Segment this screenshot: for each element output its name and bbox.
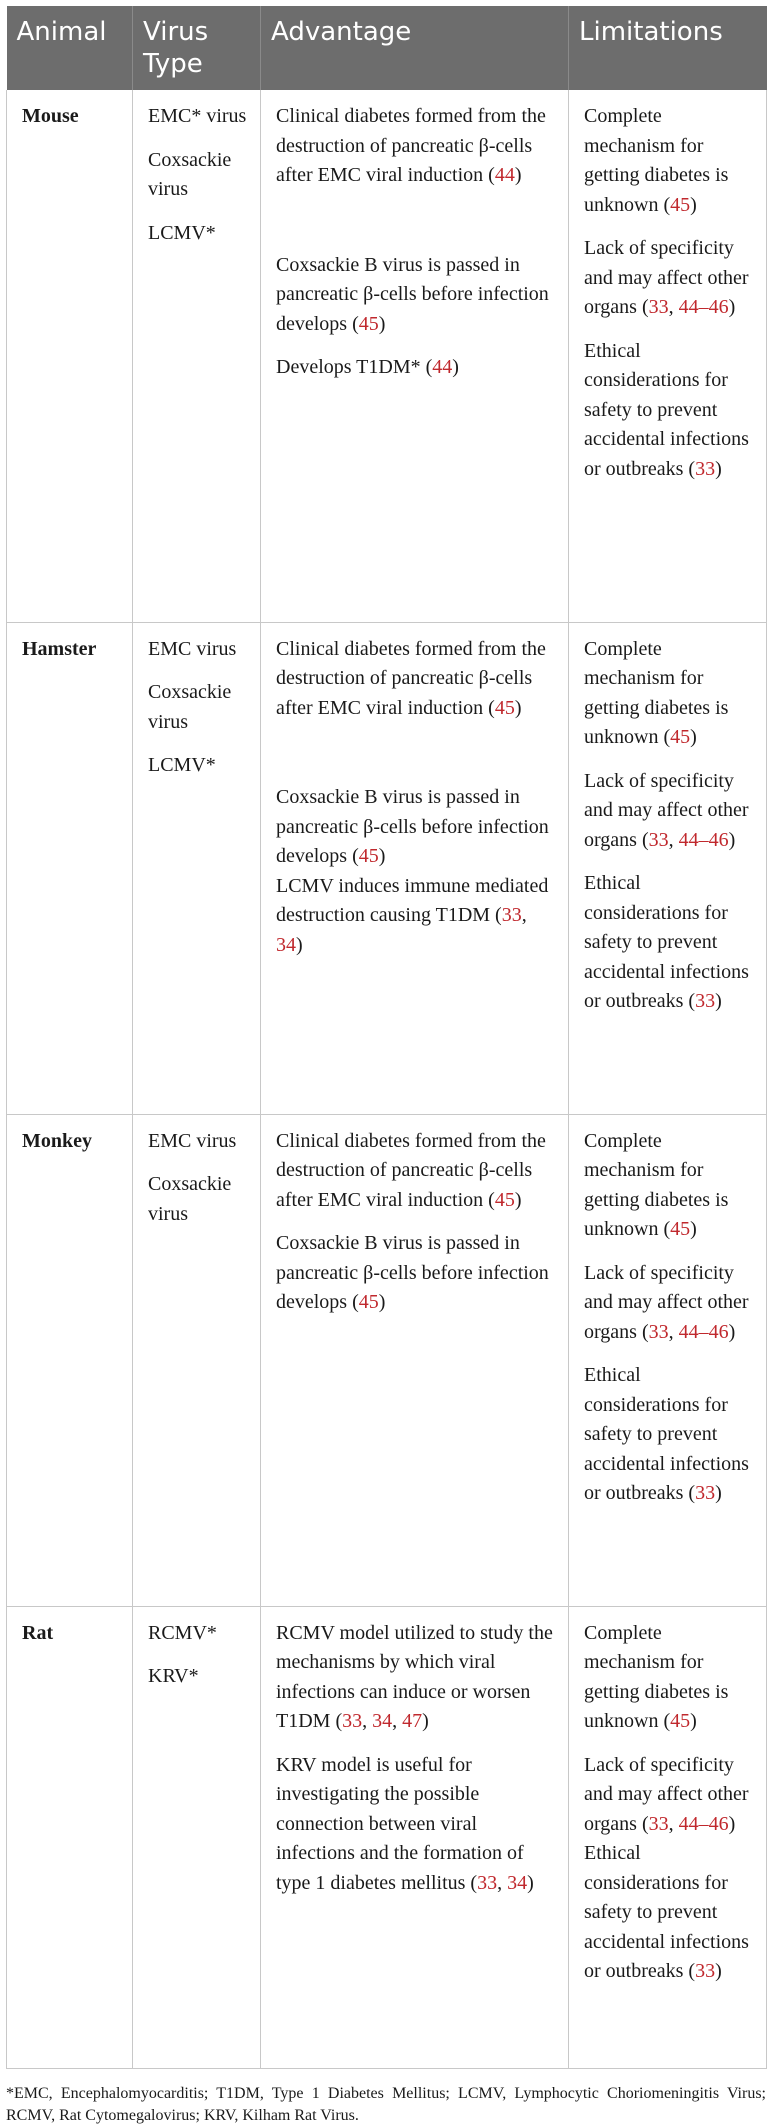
virus-type-cell xyxy=(133,1606,261,2068)
paragraph-text: , xyxy=(668,1320,679,1343)
header-limitations: Limitations xyxy=(569,6,767,90)
reference-link[interactable]: 44 xyxy=(494,164,515,186)
paragraph-text: Coxsackie B virus is passed in pancreatic β-cells before infection develops ( xyxy=(276,786,549,867)
table-row xyxy=(7,90,767,622)
reference-link[interactable]: 33 xyxy=(342,1710,363,1732)
reference-link[interactable]: 33 xyxy=(648,1320,669,1343)
paragraph-text: ) xyxy=(728,1320,736,1343)
paragraph-text: Ethical considerations for safety to prevent accidental infections or outbreaks ( xyxy=(584,339,749,480)
paragraph-text: ) xyxy=(527,1871,534,1894)
paragraph-text: ) xyxy=(715,1960,722,1982)
animal-cell: Monkey xyxy=(7,1114,133,1606)
paragraph-text: ) xyxy=(378,312,386,335)
paragraph-text: ) xyxy=(296,933,303,956)
paragraph-text: ) xyxy=(690,726,697,748)
reference-link[interactable]: 33 xyxy=(648,828,669,851)
paragraph-text: , xyxy=(668,1812,679,1835)
reference-link[interactable]: 34 xyxy=(372,1710,393,1732)
virus-type-entry: LCMV* xyxy=(148,754,216,776)
reference-link[interactable]: 44–46 xyxy=(678,1812,729,1835)
reference-link[interactable]: 44–46 xyxy=(678,1320,729,1343)
header-advantage: Advantage xyxy=(261,6,569,90)
paragraph-text: Complete mechanism for getting diabetes is unknown ( xyxy=(584,1621,729,1732)
virus-type-entry: EMC* virus xyxy=(148,105,247,127)
paragraph-text: RCMV model utilized to study the mechanisms by which viral infections can induce or worsen T1DM ( xyxy=(276,1621,553,1732)
paragraph-text: Ethical considerations for safety to prevent accidental infections or outbreaks ( xyxy=(584,1842,749,1982)
limitations-paragraph xyxy=(584,1127,756,1245)
table-container xyxy=(6,6,766,2069)
paragraph-text: Lack of specificity and may affect other organs ( xyxy=(584,237,749,318)
limitations-cell xyxy=(569,90,767,622)
advantage-paragraph xyxy=(276,1229,558,1318)
paragraph-text: Clinical diabetes formed from the destruction of pancreatic β-cells after EMC viral induction ( xyxy=(276,637,546,719)
animal-cell: Mouse xyxy=(7,90,133,622)
paragraph-text: ) xyxy=(378,1291,386,1313)
paragraph-text: ) xyxy=(422,1710,429,1732)
paragraph-text: ) xyxy=(514,1188,522,1211)
advantage-paragraph xyxy=(276,635,558,724)
limitations-paragraph xyxy=(584,234,756,323)
paragraph-text: , xyxy=(362,1710,373,1732)
reference-link[interactable]: 44–46 xyxy=(678,296,729,318)
paragraph-text: ) xyxy=(715,990,722,1012)
paragraph-text: LCMV induces immune mediated destruction causing T1DM ( xyxy=(276,874,549,926)
limitations-paragraph xyxy=(584,102,756,220)
paragraph-text: Clinical diabetes formed from the destruction of pancreatic β-cells after EMC viral induction ( xyxy=(276,1129,546,1211)
virus-type-entry: LCMV* xyxy=(148,221,216,244)
virus-type-entry: EMC virus xyxy=(148,1129,237,1152)
limitations-paragraph xyxy=(584,767,756,856)
limitations-cell xyxy=(569,1606,767,2068)
paragraph-text: , xyxy=(521,904,527,926)
limitations-paragraph xyxy=(584,869,756,1017)
paragraph-text: , xyxy=(497,1871,508,1894)
reference-link[interactable]: 44 xyxy=(432,356,453,378)
paragraph-text: Coxsackie B virus is passed in pancreatic β-cells before infection develops ( xyxy=(276,1232,549,1313)
table-row xyxy=(7,1114,767,1606)
paragraph-text: Lack of specificity and may affect other organs ( xyxy=(584,1261,749,1343)
reference-link[interactable]: 44–46 xyxy=(678,828,729,851)
advantage-paragraph xyxy=(276,102,558,191)
reference-link[interactable]: 34 xyxy=(276,933,296,956)
reference-link[interactable]: 33 xyxy=(648,1812,669,1835)
reference-link[interactable]: 33 xyxy=(695,1482,716,1504)
paragraph-text: ) xyxy=(690,1218,697,1240)
reference-link[interactable]: 33 xyxy=(695,990,716,1012)
paragraph-text: ) xyxy=(514,696,522,719)
advantage-paragraph xyxy=(276,1751,558,1899)
virus-type-cell xyxy=(133,622,261,1114)
virus-type-entry: EMC virus xyxy=(148,637,237,660)
paragraph-text: ) xyxy=(514,164,522,186)
reference-link[interactable]: 45 xyxy=(358,845,379,867)
paragraph-text: Complete mechanism for getting diabetes is unknown ( xyxy=(584,1129,729,1240)
table-footnote: *EMC, Encephalomyocarditis; T1DM, Type 1 Diabetes Mellitus; LCMV, Lymphocytic Choriomeningitis Virus; RCMV, Rat Cytomegalovirus; KRV, Kilham Rat Virus. xyxy=(6,2085,766,2124)
paragraph-text: Complete mechanism for getting diabetes is unknown ( xyxy=(584,105,729,216)
paragraph-text: ) xyxy=(728,828,736,851)
limitations-paragraph xyxy=(584,635,756,753)
paragraph-text: Coxsackie B virus is passed in pancreatic β-cells before infection develops ( xyxy=(276,253,549,335)
paragraph-text: , xyxy=(668,296,679,318)
virus-type-cell xyxy=(133,1114,261,1606)
reference-link[interactable]: 45 xyxy=(494,696,515,719)
virus-type-cell xyxy=(133,90,261,622)
paragraph-text: Lack of specificity and may affect other organs ( xyxy=(584,1753,749,1835)
limitations-paragraph xyxy=(584,1839,756,1987)
table-row xyxy=(7,1606,767,2068)
limitations-paragraph xyxy=(584,1259,756,1348)
paragraph-text: KRV model is useful for investigating the possible connection between viral infections and the formation of type 1 diabetes mellitus ( xyxy=(276,1753,524,1894)
header-virus-type: Virus Type xyxy=(133,6,261,90)
reference-link[interactable]: 34 xyxy=(507,1871,528,1894)
reference-link[interactable]: 45 xyxy=(358,1291,379,1313)
paragraph-text: ) xyxy=(728,296,736,318)
virus-type-entry: Coxsackie virus xyxy=(148,148,232,200)
limitations-paragraph xyxy=(584,1751,756,1840)
advantage-cell xyxy=(261,1114,569,1606)
advantage-cell xyxy=(261,622,569,1114)
paragraph-text: ) xyxy=(690,193,697,216)
paragraph-text: Ethical considerations for safety to prevent accidental infections or outbreaks ( xyxy=(584,872,749,1012)
reference-link[interactable]: 45 xyxy=(358,312,379,335)
paragraph-text: Clinical diabetes formed from the destruction of pancreatic β-cells after EMC viral induction ( xyxy=(276,105,546,186)
virus-type-entry: RCMV* xyxy=(148,1621,217,1644)
table-body xyxy=(7,90,767,2068)
reference-link[interactable]: 45 xyxy=(494,1188,515,1211)
advantage-paragraph xyxy=(276,1619,558,1737)
limitations-cell xyxy=(569,1114,767,1606)
reference-link[interactable]: 47 xyxy=(402,1710,423,1732)
virus-type-entry: Coxsackie virus xyxy=(148,681,232,733)
reference-link[interactable]: 45 xyxy=(670,1218,691,1240)
paragraph-text: Lack of specificity and may affect other organs ( xyxy=(584,769,749,851)
virus-type-entry: KRV* xyxy=(148,1665,199,1687)
animal-cell: Hamster xyxy=(7,622,133,1114)
advantage-paragraph xyxy=(276,251,558,340)
reference-link[interactable]: 33 xyxy=(648,296,669,318)
advantage-cell xyxy=(261,1606,569,2068)
header-animal: Animal xyxy=(7,6,133,90)
paragraph-text: ) xyxy=(378,845,386,867)
animal-cell: Rat xyxy=(7,1606,133,2068)
reference-link[interactable]: 45 xyxy=(670,726,691,748)
animal-model-table xyxy=(6,6,767,2069)
limitations-paragraph xyxy=(584,1361,756,1509)
reference-link[interactable]: 33 xyxy=(477,1871,498,1894)
advantage-paragraph xyxy=(276,872,558,961)
table-row xyxy=(7,622,767,1114)
paragraph-text: Ethical considerations for safety to prevent accidental infections or outbreaks ( xyxy=(584,1364,749,1504)
limitations-paragraph xyxy=(584,1619,756,1737)
paragraph-text: ) xyxy=(452,356,459,378)
paragraph-text: ) xyxy=(715,457,722,480)
reference-link[interactable]: 33 xyxy=(501,904,522,926)
reference-link[interactable]: 45 xyxy=(670,193,691,216)
paragraph-text: ) xyxy=(715,1482,722,1504)
advantage-paragraph xyxy=(276,353,558,383)
reference-link[interactable]: 33 xyxy=(695,1960,716,1982)
paragraph-text: , xyxy=(668,828,679,851)
table-header-row xyxy=(7,6,767,90)
limitations-cell xyxy=(569,622,767,1114)
advantage-cell xyxy=(261,90,569,622)
paragraph-text: ) xyxy=(728,1812,736,1835)
paragraph-text: , xyxy=(392,1710,403,1732)
reference-link[interactable]: 33 xyxy=(695,457,716,480)
virus-type-entry: Coxsackie virus xyxy=(148,1173,232,1225)
reference-link[interactable]: 45 xyxy=(670,1710,691,1732)
paragraph-text: Develops T1DM* ( xyxy=(276,356,433,378)
limitations-paragraph xyxy=(584,337,756,485)
advantage-paragraph xyxy=(276,1127,558,1216)
paragraph-text: Complete mechanism for getting diabetes is unknown ( xyxy=(584,637,729,748)
paragraph-text: ) xyxy=(690,1710,697,1732)
advantage-paragraph xyxy=(276,783,558,872)
